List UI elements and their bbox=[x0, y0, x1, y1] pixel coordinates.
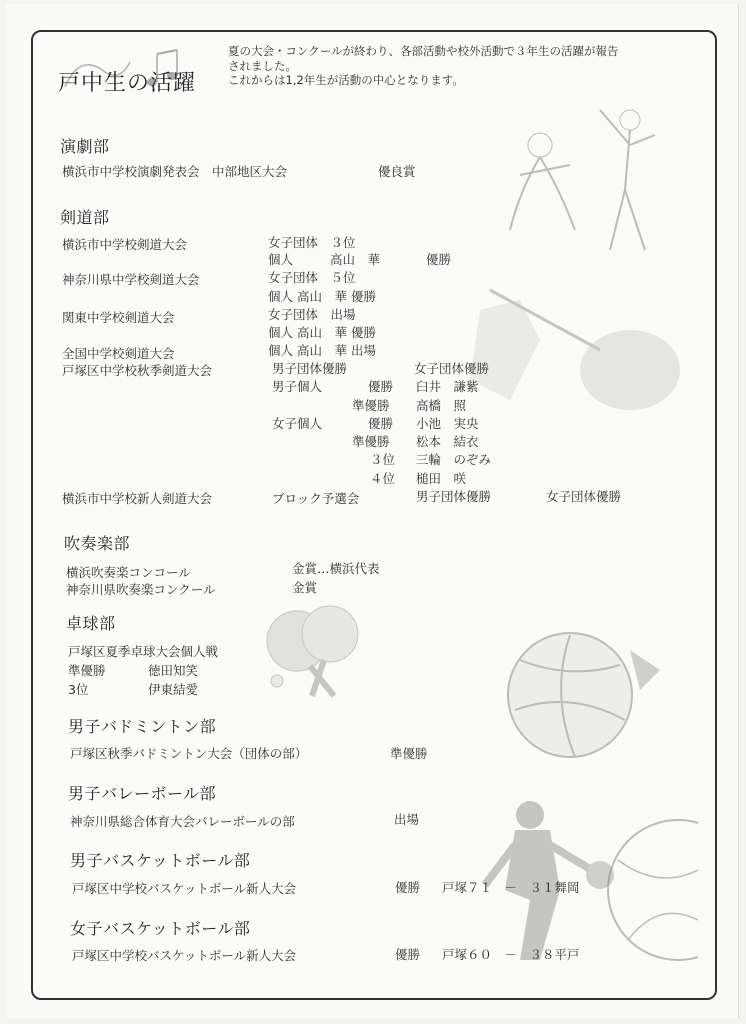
volleyball-event: 神奈川県総合体育大会バレーボールの部 bbox=[70, 814, 295, 829]
tabletennis-place: 準優勝 bbox=[68, 663, 106, 678]
band-event: 神奈川県吹奏楽コンクール bbox=[66, 582, 216, 597]
band-event: 横浜吹奏楽コンコール bbox=[66, 565, 191, 580]
intro-line: 夏の大会・コンクールが終わり、各部活動や校外活動で３年生の活躍が報告 bbox=[228, 44, 619, 58]
ping-pong-paddles-icon bbox=[262, 596, 372, 706]
tabletennis-event: 戸塚区夏季卓球大会個人戦 bbox=[68, 644, 219, 659]
dancer-icon bbox=[480, 90, 680, 260]
tabletennis-place: 3位 bbox=[68, 682, 89, 697]
kendo-totsuka-name: 三輪 のぞみ bbox=[416, 452, 492, 467]
kendo-newcomer-girls: 女子団体優勝 bbox=[546, 489, 622, 504]
kendo-totsuka-name: 松本 結衣 bbox=[416, 434, 479, 449]
kendo-totsuka-place: 準優勝 bbox=[352, 398, 390, 413]
kendo-yokohama-indiv-label: 個人 bbox=[268, 252, 294, 267]
band-result: 金賞…横浜代表 bbox=[292, 561, 380, 576]
section-heading-drama: 演劇部 bbox=[60, 137, 110, 156]
kendo-national-indiv: 個人 高山 華 出場 bbox=[268, 343, 376, 358]
section-heading-badminton: 男子バドミントン部 bbox=[68, 717, 217, 736]
kendo-totsuka-place: 準優勝 bbox=[352, 434, 390, 449]
badminton-event: 戸塚区秋季バドミントン大会（団体の部） bbox=[70, 746, 308, 761]
kendo-totsuka-event: 戸塚区中学校秋季剣道大会 bbox=[62, 363, 213, 378]
kendo-yokohama-event: 横浜市中学校剣道大会 bbox=[62, 237, 188, 252]
volleyball-result: 出場 bbox=[394, 812, 420, 827]
section-heading-volleyball: 男子バレーボール部 bbox=[68, 784, 217, 803]
section-heading-tabletennis: 卓球部 bbox=[66, 614, 116, 633]
kendo-totsuka-place: 優勝 bbox=[368, 379, 394, 394]
kendo-kanagawa-indiv: 個人 高山 華 優勝 bbox=[268, 289, 376, 304]
girls-basketball-result: 優勝 bbox=[395, 947, 421, 962]
kendo-totsuka-place: ４位 bbox=[370, 471, 396, 486]
page-title: 戸中生の活躍 bbox=[58, 71, 197, 96]
section-heading-girls-basketball: 女子バスケットボール部 bbox=[70, 919, 251, 938]
kendo-yokohama-team: 女子団体 ３位 bbox=[268, 235, 356, 250]
kendo-totsuka-girls-team: 女子団体優勝 bbox=[414, 361, 490, 376]
kendo-newcomer-boys: 男子団体優勝 bbox=[416, 489, 492, 504]
boys-basketball-score: 戸塚７１ － ３１舞岡 bbox=[442, 880, 580, 895]
badminton-result: 準優勝 bbox=[390, 746, 428, 761]
volleyball-icon bbox=[490, 620, 670, 770]
girls-basketball-event: 戸塚区中学校バスケットボール新人大会 bbox=[72, 948, 297, 963]
tabletennis-name: 伊東結愛 bbox=[148, 682, 199, 697]
kendo-totsuka-boys-team: 男子団体優勝 bbox=[272, 361, 348, 376]
kendo-newcomer-block: ブロック予選会 bbox=[272, 491, 360, 506]
boys-basketball-result: 優勝 bbox=[395, 880, 421, 895]
intro-text bbox=[228, 44, 698, 88]
kendo-newcomer-event: 横浜市中学校新人剣道大会 bbox=[62, 491, 213, 506]
kendo-national-event: 全国中学校剣道大会 bbox=[62, 346, 175, 361]
kendo-totsuka-place: ３位 bbox=[370, 452, 396, 467]
kendo-kanto-team: 女子団体 出場 bbox=[268, 307, 356, 322]
kendo-yokohama-indiv-result: 優勝 bbox=[426, 252, 452, 267]
kendo-kanagawa-team: 女子団体 ５位 bbox=[268, 270, 356, 285]
kendo-totsuka-name: 臼井 謙紫 bbox=[416, 379, 479, 394]
drama-event: 横浜市中学校演劇発表会 中部地区大会 bbox=[62, 164, 288, 179]
intro-line: されました。 bbox=[228, 58, 297, 73]
kendo-totsuka-name: 槌田 咲 bbox=[416, 471, 467, 486]
intro-line: これからは1,2年生が活動の中心となります。 bbox=[228, 73, 464, 87]
kendo-totsuka-girls-indiv: 女子個人 bbox=[272, 416, 323, 431]
section-heading-kendo: 剣道部 bbox=[60, 208, 110, 227]
kendo-totsuka-name: 小池 実央 bbox=[416, 416, 479, 431]
basketball-icon bbox=[598, 800, 698, 980]
kendo-kanto-event: 関東中学校剣道大会 bbox=[62, 310, 175, 325]
section-heading-boys-basketball: 男子バスケットボール部 bbox=[70, 851, 251, 870]
drama-result: 優良賞 bbox=[378, 164, 416, 179]
kendo-totsuka-place: 優勝 bbox=[368, 416, 394, 431]
kendo-totsuka-boys-indiv: 男子個人 bbox=[272, 379, 323, 394]
tabletennis-name: 徳田知笑 bbox=[148, 663, 199, 678]
kendo-figure-icon bbox=[450, 280, 680, 430]
kendo-totsuka-name: 高橋 照 bbox=[416, 398, 467, 413]
kendo-yokohama-indiv-name: 高山 華 bbox=[330, 252, 381, 267]
kendo-kanto-indiv: 個人 高山 華 優勝 bbox=[268, 325, 376, 340]
boys-basketball-event: 戸塚区中学校バスケットボール新人大会 bbox=[72, 881, 297, 896]
girls-basketball-score: 戸塚６０ － ３８平戸 bbox=[442, 947, 580, 962]
band-result: 金賞 bbox=[292, 580, 318, 595]
kendo-kanagawa-event: 神奈川県中学校剣道大会 bbox=[62, 272, 200, 287]
section-heading-band: 吹奏楽部 bbox=[64, 534, 131, 553]
